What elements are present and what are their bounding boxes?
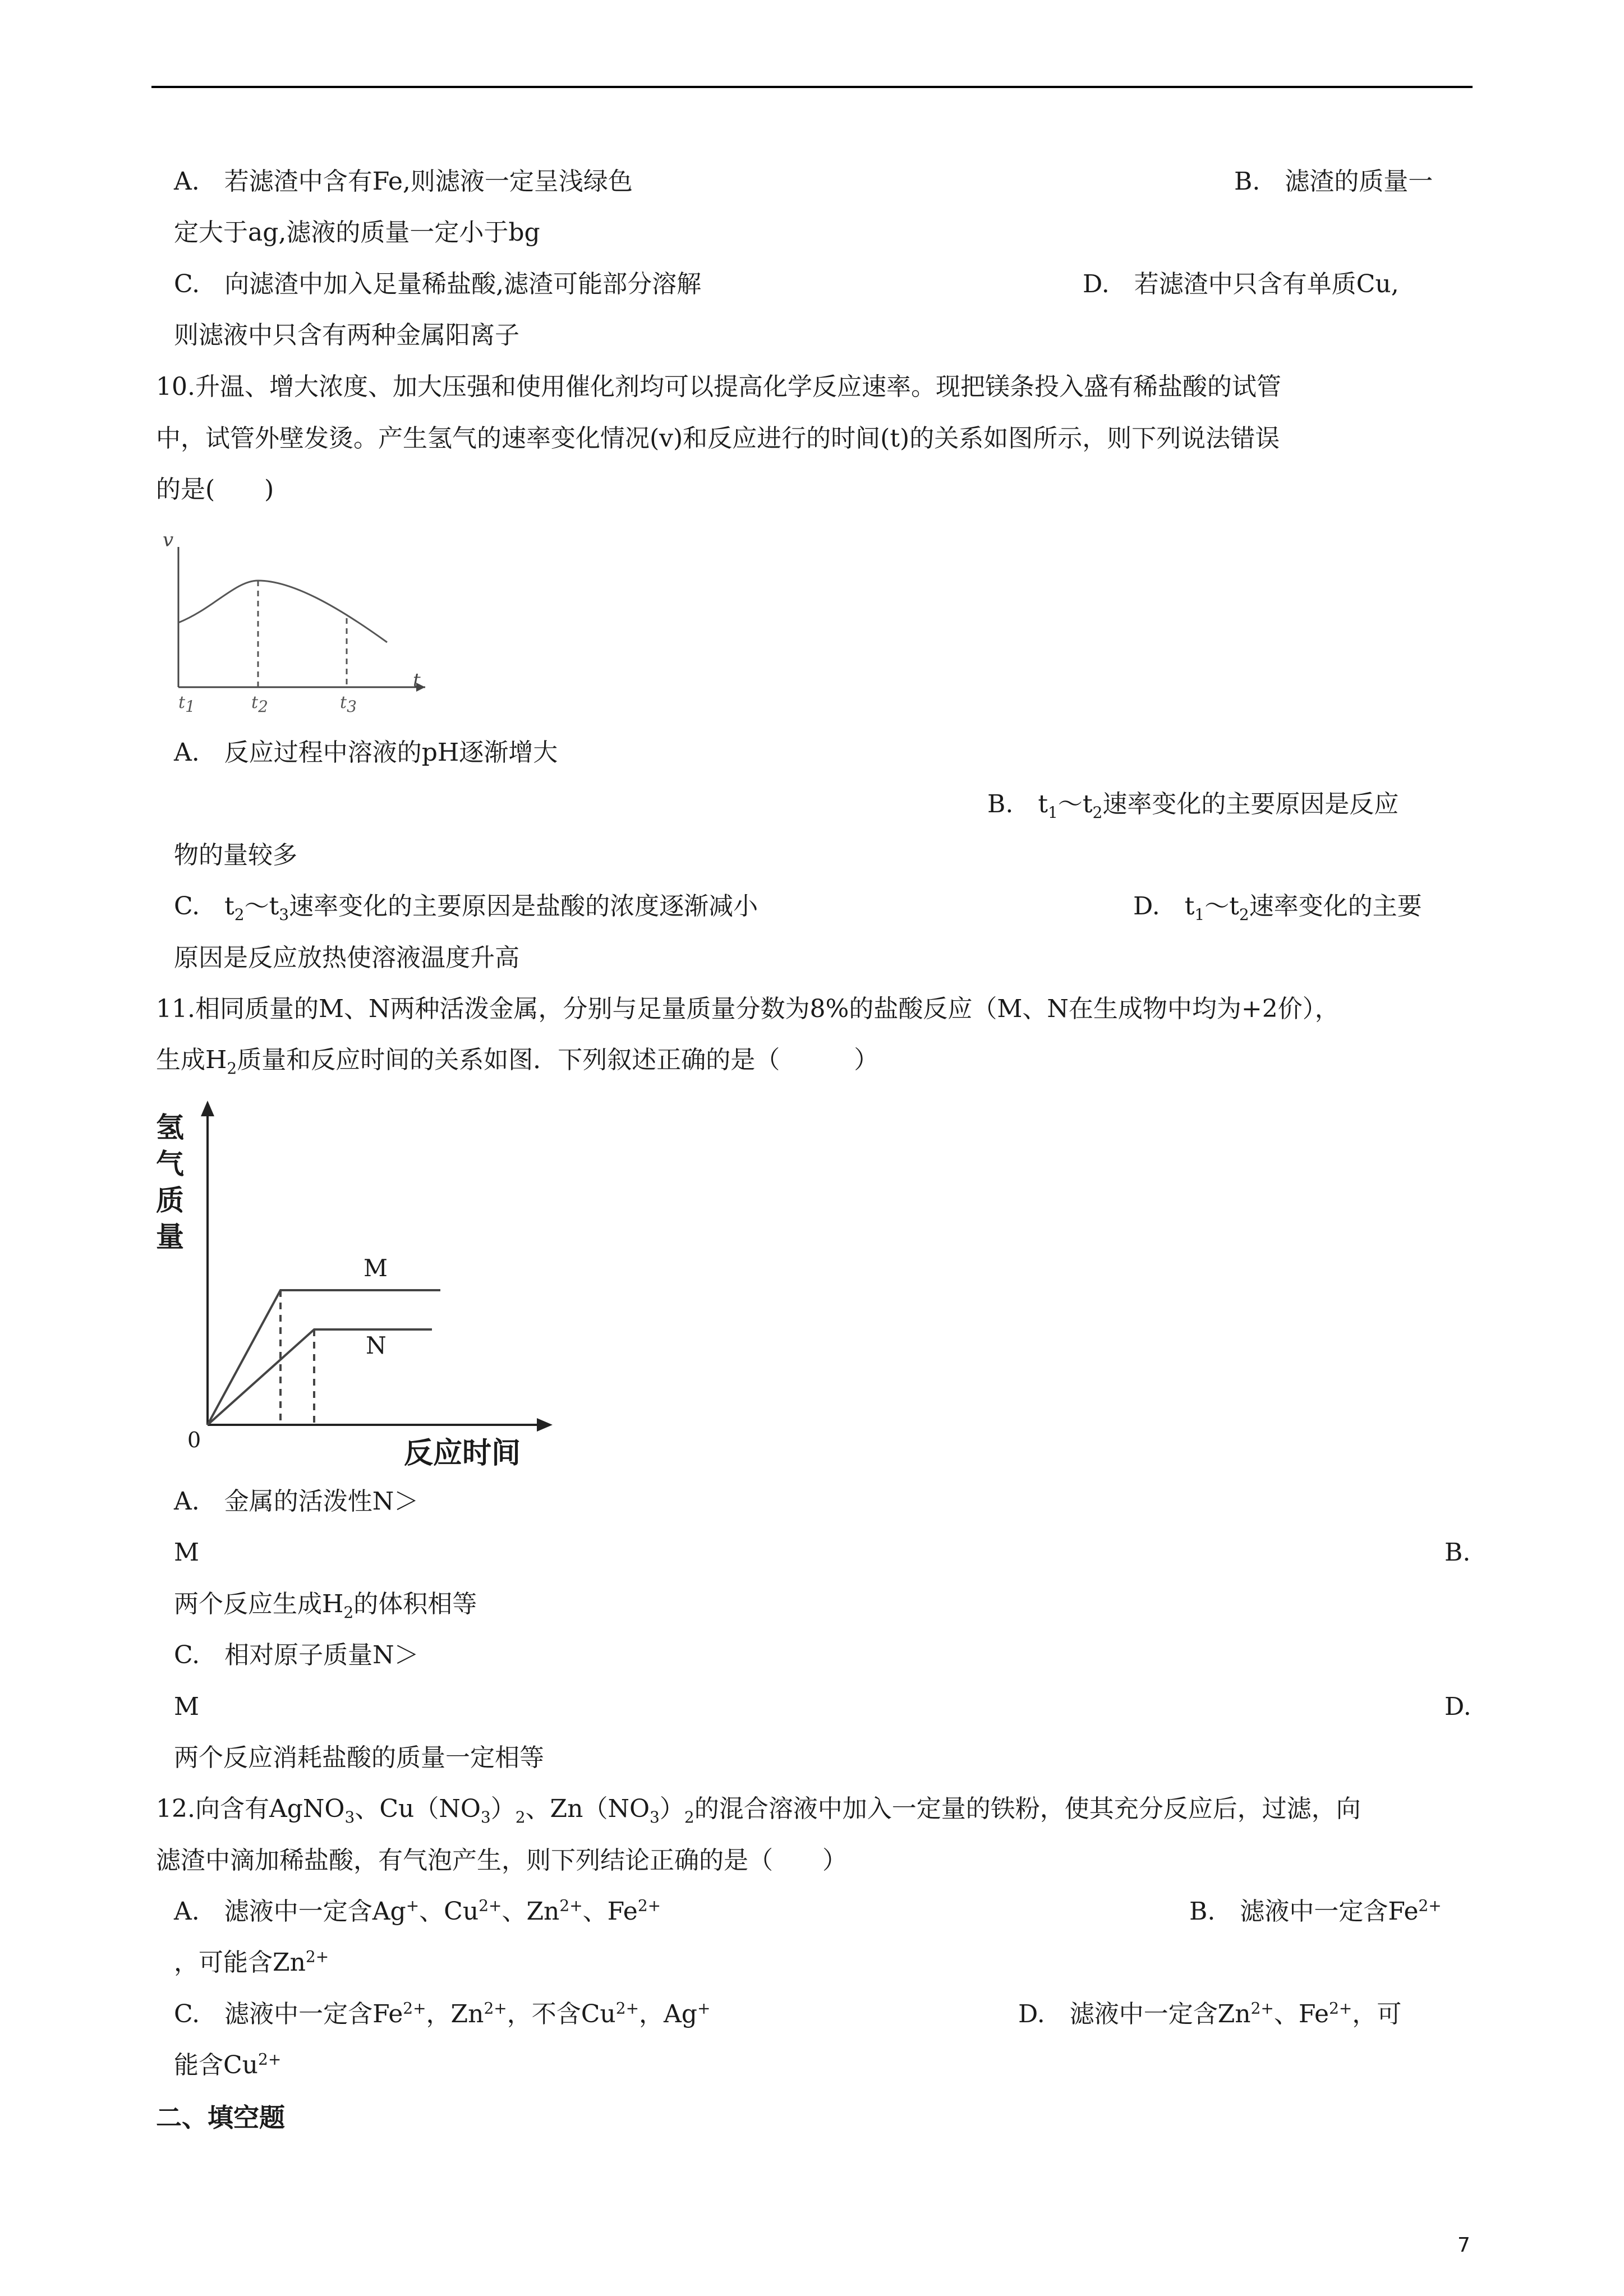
q10-stem-line2: 中，试管外壁发烫。产生氢气的速率变化情况(v)和反应进行的时间(t)的关系如图所示，则下列说法错误 — [156, 424, 1280, 453]
q9-option-c: C. 向滤渣中加入足量稀盐酸,滤渣可能部分溶解 — [174, 270, 702, 298]
q11-n-line — [208, 1329, 432, 1425]
q10-option-d-cont: 原因是反应放热使溶液温度升高 — [174, 944, 519, 972]
q10-option-b-cont: 物的量较多 — [174, 841, 297, 869]
q9-option-b: B. 滤渣的质量一 — [1234, 167, 1433, 196]
q10-x-label: t — [413, 669, 421, 692]
q10-t1-label: $t_1$ — [178, 693, 195, 716]
q10-t3-label: $t_3$ — [340, 693, 357, 716]
q11-option-b-cont: 两个反应生成$H_2$的体积相等 — [174, 1590, 477, 1622]
q10-option-b: B. $t_1\sim t_2$速率变化的主要原因是反应 — [987, 790, 1399, 822]
q11-y-char3: 质 — [156, 1184, 184, 1217]
q10-t2-label: $t_2$ — [251, 693, 268, 716]
q12-option-b: B. 滤液中一定含$Fe^{2+}$ — [1189, 1896, 1442, 1926]
q12-stem-line2: 滤渣中滴加稀盐酸，有气泡产生，则下列结论正确的是（ ） — [156, 1846, 847, 1875]
q11-x-label: 反应时间 — [404, 1437, 521, 1470]
q12-option-d: D. 滤液中一定含$Zn^{2+}$、$Fe^{2+}$，可 — [1018, 1999, 1402, 2028]
q11-stem-line2: 生成$H_2$质量和反应时间的关系如图．下列叙述正确的是（ ） — [156, 1046, 879, 1078]
q11-option-d-cont: 两个反应消耗盐酸的质量一定相等 — [174, 1743, 544, 1772]
page-number: 7 — [1457, 2234, 1470, 2257]
q11-y-arrow — [201, 1101, 214, 1116]
q9-option-b-cont: 定大于ag,滤液的质量一定小于bg — [174, 218, 540, 247]
q9-option-d: D. 若滤渣中只含有单质Cu, — [1083, 270, 1399, 298]
q11-y-char1: 氢 — [156, 1111, 184, 1144]
q10-stem-line3: 的是( ) — [156, 475, 274, 504]
q12-option-d-cont: 能含$Cu^{2+}$ — [174, 2050, 282, 2079]
q11-origin-label: 0 — [187, 1428, 201, 1452]
q11-x-arrow — [537, 1418, 553, 1432]
q11-y-char4: 量 — [156, 1221, 184, 1253]
q9-option-d-cont: 则滤液中只含有两种金属阳离子 — [174, 321, 519, 349]
q10-option-c: C. $t_2\sim t_3$速率变化的主要原因是盐酸的浓度逐渐减小 — [174, 892, 758, 924]
q10-y-label: v — [163, 529, 174, 551]
q12-stem-line1: 12.向含有AgNO$_3$、$Cu(NO_3)_2$、$Zn(NO_3)_2$的混合溶液中加入一定量的铁粉，使其充分反应后，过滤，向 — [156, 1795, 1361, 1826]
q10-option-a: A. 反应过程中溶液的pH逐渐增大 — [174, 738, 558, 767]
q11-option-c: C. 相对原子质量N＞ — [174, 1641, 419, 1669]
q11-option-d: D. — [1444, 1692, 1471, 1721]
q11-stem-line1: 11.相同质量的M、N两种活泼金属，分别与足量质量分数为8%的盐酸反应（M、N在生成物中均为+2价）， — [156, 995, 1340, 1023]
q11-m-line — [208, 1290, 440, 1425]
q11-m-label: M — [364, 1254, 388, 1282]
q11-n-label: N — [366, 1332, 387, 1359]
section-heading-fill-in: 二、填空题 — [156, 2102, 285, 2133]
q10-stem-line1: 10.升温、增大浓度、加大压强和使用催化剂均可以提高化学反应速率。现把镁条投入盛有稀盐酸的试管 — [156, 372, 1281, 401]
q11-option-b: B. — [1444, 1538, 1471, 1567]
q9-option-a: A. 若滤渣中含有Fe,则滤液一定呈浅绿色 — [174, 167, 633, 196]
q12-option-c: C. 滤液中一定含$Fe^{2+}$，$Zn^{2+}$，不含$Cu^{2+}$，Ag+ — [174, 1999, 711, 2028]
q10-option-d: D. $t_1\sim t_2$速率变化的主要 — [1133, 892, 1422, 924]
q11-y-char2: 气 — [156, 1148, 184, 1180]
q12-option-a: A. 滤液中一定含Ag+、$Cu^{2+}$、$Zn^{2+}$、$Fe^{2+}$ — [174, 1896, 661, 1926]
q11-option-a-cont: M — [174, 1538, 200, 1567]
q12-option-b-cont: ，可能含$Zn^{2+}$ — [174, 1947, 329, 1977]
q11-option-c-cont: M — [174, 1692, 200, 1721]
q11-option-a: A. 金属的活泼性N＞ — [174, 1487, 419, 1516]
